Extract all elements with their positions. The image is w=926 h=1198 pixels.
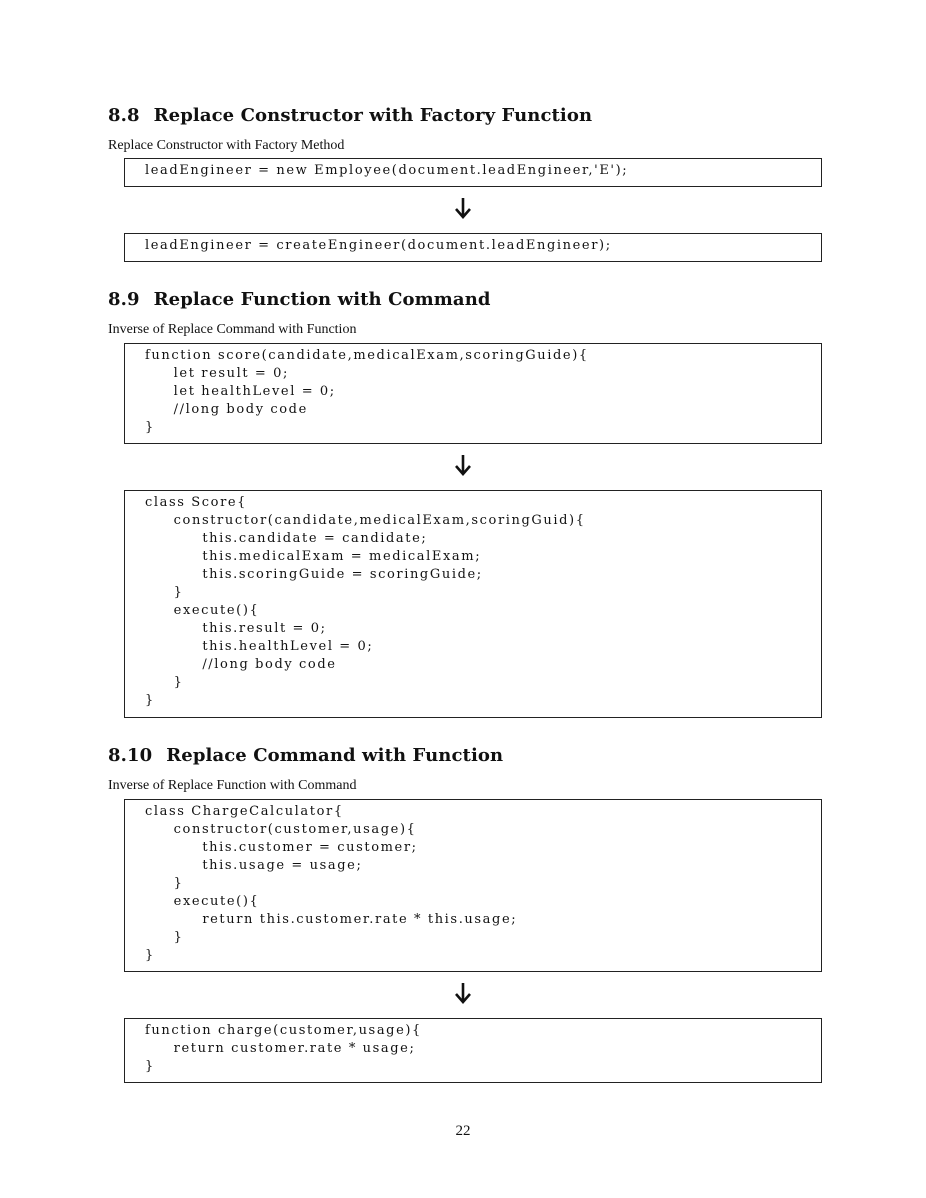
code-line: class Score{ (145, 495, 248, 510)
code-line: constructor(candidate,medicalExam,scoringGuid){ (145, 513, 586, 528)
section-title-8-8 (108, 105, 592, 126)
code-line: let result = 0; (145, 366, 290, 381)
section-title-text: Replace Constructor with Factory Function (153, 105, 593, 126)
code-line: //long body code (145, 402, 308, 417)
section-number: 8.9 (108, 289, 140, 310)
code-line: } (145, 1059, 155, 1074)
code-after-8-8 (124, 233, 822, 262)
code-line: this.customer = customer; (145, 840, 418, 855)
code-line: execute(){ (145, 894, 260, 909)
code-line: } (145, 675, 184, 690)
code-before-8-8 (124, 158, 822, 187)
arrow-down-icon (451, 981, 475, 1005)
code-line: return customer.rate * usage; (145, 1041, 416, 1056)
section-title-text: Replace Function with Command (153, 289, 491, 310)
code-line: leadEngineer = new Employee(document.leadEngineer,'E'); (145, 163, 629, 178)
code-line: this.usage = usage; (145, 858, 363, 873)
code-line: let healthLevel = 0; (145, 384, 336, 399)
code-line: this.scoringGuide = scoringGuide; (145, 567, 483, 582)
page-number: 22 (455, 1123, 471, 1139)
code-line: } (145, 585, 184, 600)
section-number: 8.10 (108, 745, 153, 766)
section-number: 8.8 (108, 105, 140, 126)
section-title-8-10 (108, 745, 503, 766)
code-line: function score(candidate,medicalExam,scoringGuide){ (145, 348, 589, 363)
code-line: constructor(customer,usage){ (145, 822, 417, 837)
code-before-8-9 (124, 343, 822, 444)
arrow-down-icon (451, 453, 475, 477)
arrow-down-icon (451, 196, 475, 220)
section-subtitle-8-9: Inverse of Replace Command with Function (108, 322, 357, 337)
code-before-8-10 (124, 799, 822, 972)
code-line: function charge(customer,usage){ (145, 1023, 422, 1038)
code-line: this.medicalExam = medicalExam; (145, 549, 482, 564)
code-after-8-9 (124, 490, 822, 718)
code-after-8-10 (124, 1018, 822, 1083)
code-line: this.healthLevel = 0; (145, 639, 374, 654)
code-line: return this.customer.rate * this.usage; (145, 912, 518, 927)
section-subtitle-8-8: Replace Constructor with Factory Method (108, 138, 345, 153)
code-line: leadEngineer = createEngineer(document.leadEngineer); (145, 238, 612, 253)
code-line: } (145, 420, 155, 435)
section-subtitle-8-10: Inverse of Replace Function with Command (108, 778, 357, 793)
code-line: class ChargeCalculator{ (145, 804, 344, 819)
code-line: } (145, 930, 184, 945)
section-title-text: Replace Command with Function (166, 745, 504, 766)
section-title-8-9 (108, 289, 491, 310)
code-line: } (145, 948, 155, 963)
code-line: execute(){ (145, 603, 260, 618)
code-line: } (145, 876, 184, 891)
code-line: } (145, 693, 155, 708)
code-line: this.result = 0; (145, 621, 327, 636)
code-line: this.candidate = candidate; (145, 531, 428, 546)
code-line: //long body code (145, 657, 337, 672)
